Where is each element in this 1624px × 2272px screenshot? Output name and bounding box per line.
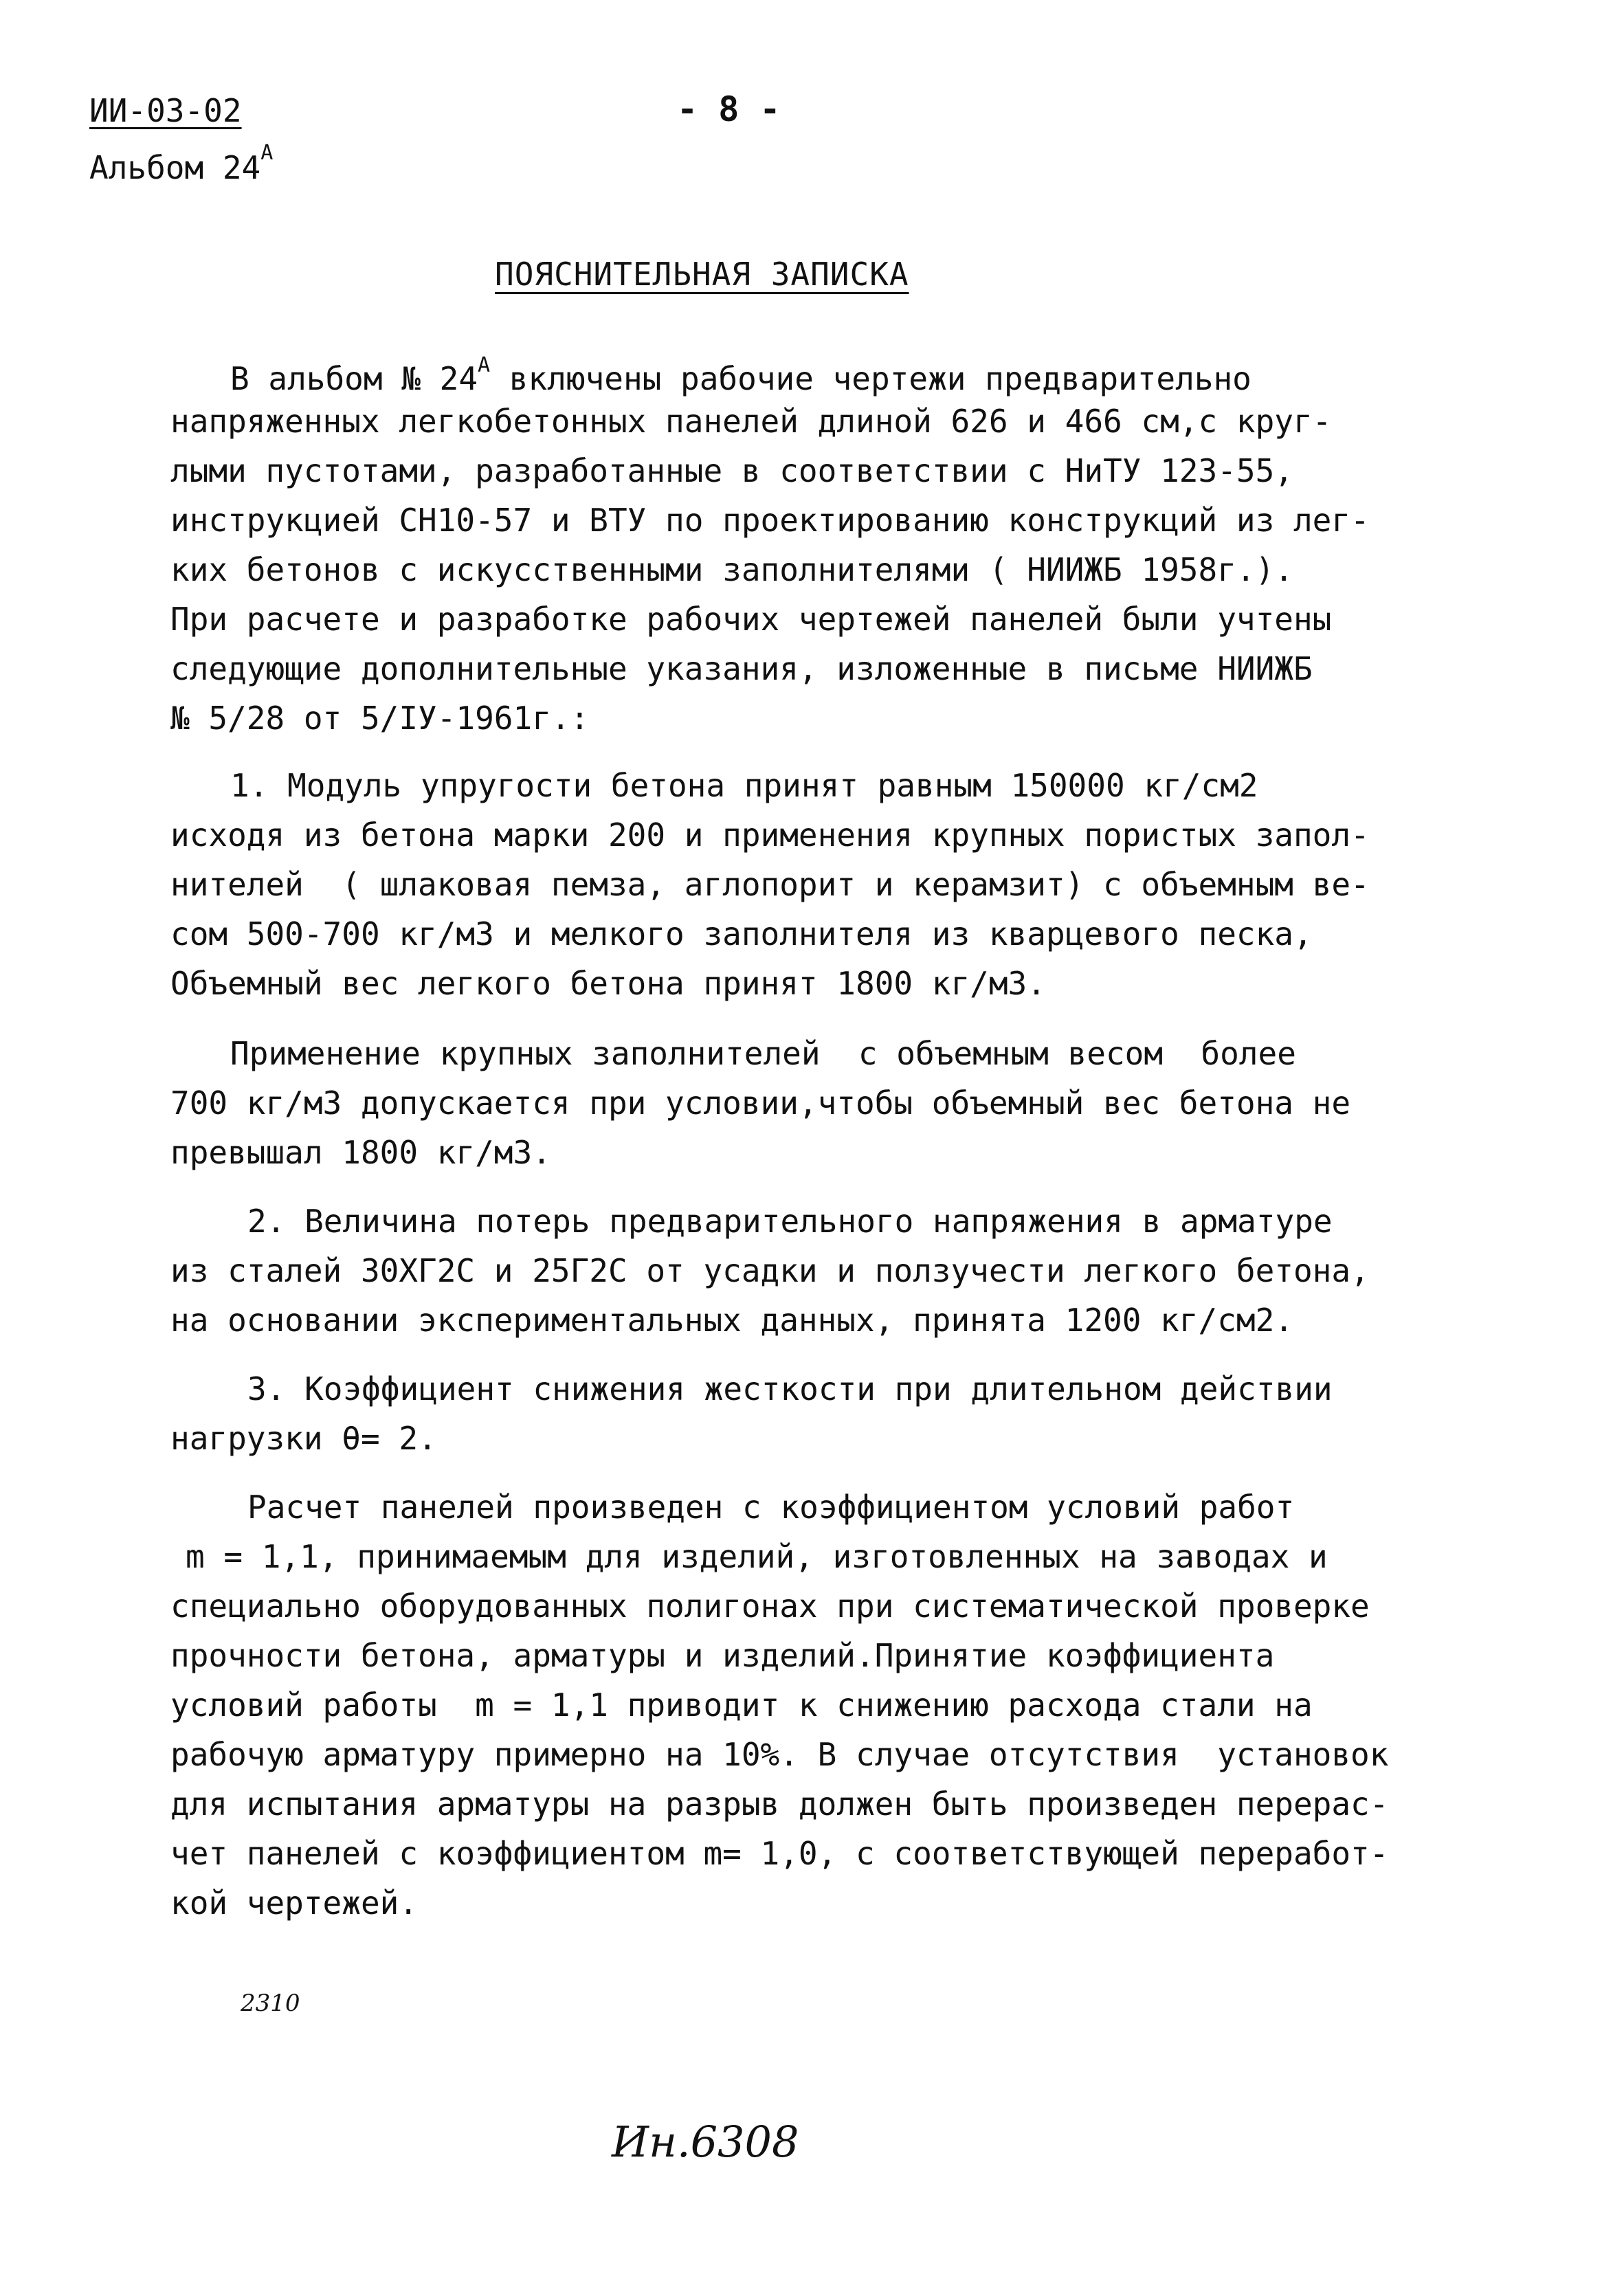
text-line: лыми пустотами, разработанные в соответствии с НиТУ 123-55, xyxy=(170,452,1293,489)
text-line: превышал 1800 кг/м3. xyxy=(170,1134,551,1171)
text-line: Применение крупных заполнителей с объемным весом более xyxy=(230,1035,1296,1072)
text-line: на основании экспериментальных данных, принята 1200 кг/см2. xyxy=(170,1302,1293,1339)
text-line xyxy=(230,353,1252,397)
text-line: Расчет панелей произведен с коэффициентом условий работ xyxy=(247,1489,1295,1526)
album-label-text: Альбом 24 xyxy=(89,149,261,186)
text-line: 700 кг/м3 допускается при условии,чтобы объемный вес бетона не xyxy=(170,1084,1351,1122)
text-line: для испытания арматуры на разрыв должен быть произведен перерас- xyxy=(170,1785,1389,1823)
album-label-superscript: А xyxy=(260,141,274,165)
line-part: В альбом № 24 xyxy=(230,360,478,397)
handwritten-note-small: 2310 xyxy=(241,1990,300,2017)
text-line: № 5/28 от 5/IУ-1961г.: xyxy=(170,700,590,737)
text-line: 1. Модуль упругости бетона принят равным 150000 кг/см2 xyxy=(230,767,1258,804)
text-line: из сталей 30ХГ2С и 25Г2С от усадки и ползучести легкого бетона, xyxy=(170,1252,1370,1289)
document-code-block xyxy=(89,89,273,189)
line-part: включены рабочие чертежи предварительно xyxy=(490,360,1252,397)
album-label xyxy=(89,132,273,189)
text-line: исходя из бетона марки 200 и применения крупных пористых запол- xyxy=(170,816,1370,854)
text-line: При расчете и разработке рабочих чертежей панелей были учтены xyxy=(170,601,1332,638)
page-number: - 8 - xyxy=(677,89,781,129)
text-line: нагрузки θ= 2. xyxy=(170,1420,437,1457)
text-line: m = 1,1, принимаемым для изделий, изготовленных на заводах и xyxy=(186,1538,1328,1575)
document-title: ПОЯСНИТЕЛЬНАЯ ЗАПИСКА xyxy=(495,256,909,293)
text-line: чет панелей с коэффициентом m= 1,0, с соответствующей переработ- xyxy=(170,1835,1389,1872)
text-line: 2. Величина потерь предварительного напряжения в арматуре xyxy=(247,1203,1333,1240)
text-line: кой чертежей. xyxy=(170,1884,419,1922)
text-line: прочности бетона, арматуры и изделий.Принятие коэффициента xyxy=(170,1637,1275,1674)
handwritten-inventory-number: Ин.6308 xyxy=(612,2117,799,2167)
text-line: ких бетонов с искусственными заполнителями ( НИИЖБ 1958г.). xyxy=(170,551,1293,588)
text-line: специально оборудованных полигонах при систематической проверке xyxy=(170,1588,1370,1625)
text-line: напряженных легкобетонных панелей длиной 626 и 466 см,с круг- xyxy=(170,403,1332,440)
text-line: сом 500-700 кг/м3 и мелкого заполнителя из кварцевого песка, xyxy=(170,915,1313,953)
text-line: нителей ( шлаковая пемза, аглопорит и керамзит) с объемным ве- xyxy=(170,866,1370,903)
text-line: Объемный вес легкого бетона принят 1800 кг/м3. xyxy=(170,965,1046,1002)
text-line: рабочую арматуру примерно на 10%. В случае отсутствия установок xyxy=(170,1736,1389,1773)
line-superscript: А xyxy=(478,353,491,377)
text-line: следующие дополнительные указания, изложенные в письме НИИЖБ xyxy=(170,650,1313,687)
text-line: 3. Коэффициент снижения жесткости при длительном действии xyxy=(247,1370,1333,1407)
text-line: инструкцией СН10-57 и ВТУ по проектированию конструкций из лег- xyxy=(170,502,1370,539)
text-line: условий работы m = 1,1 приводит к снижению расхода стали на xyxy=(170,1686,1313,1724)
document-code: ИИ-03-02 xyxy=(89,92,242,129)
